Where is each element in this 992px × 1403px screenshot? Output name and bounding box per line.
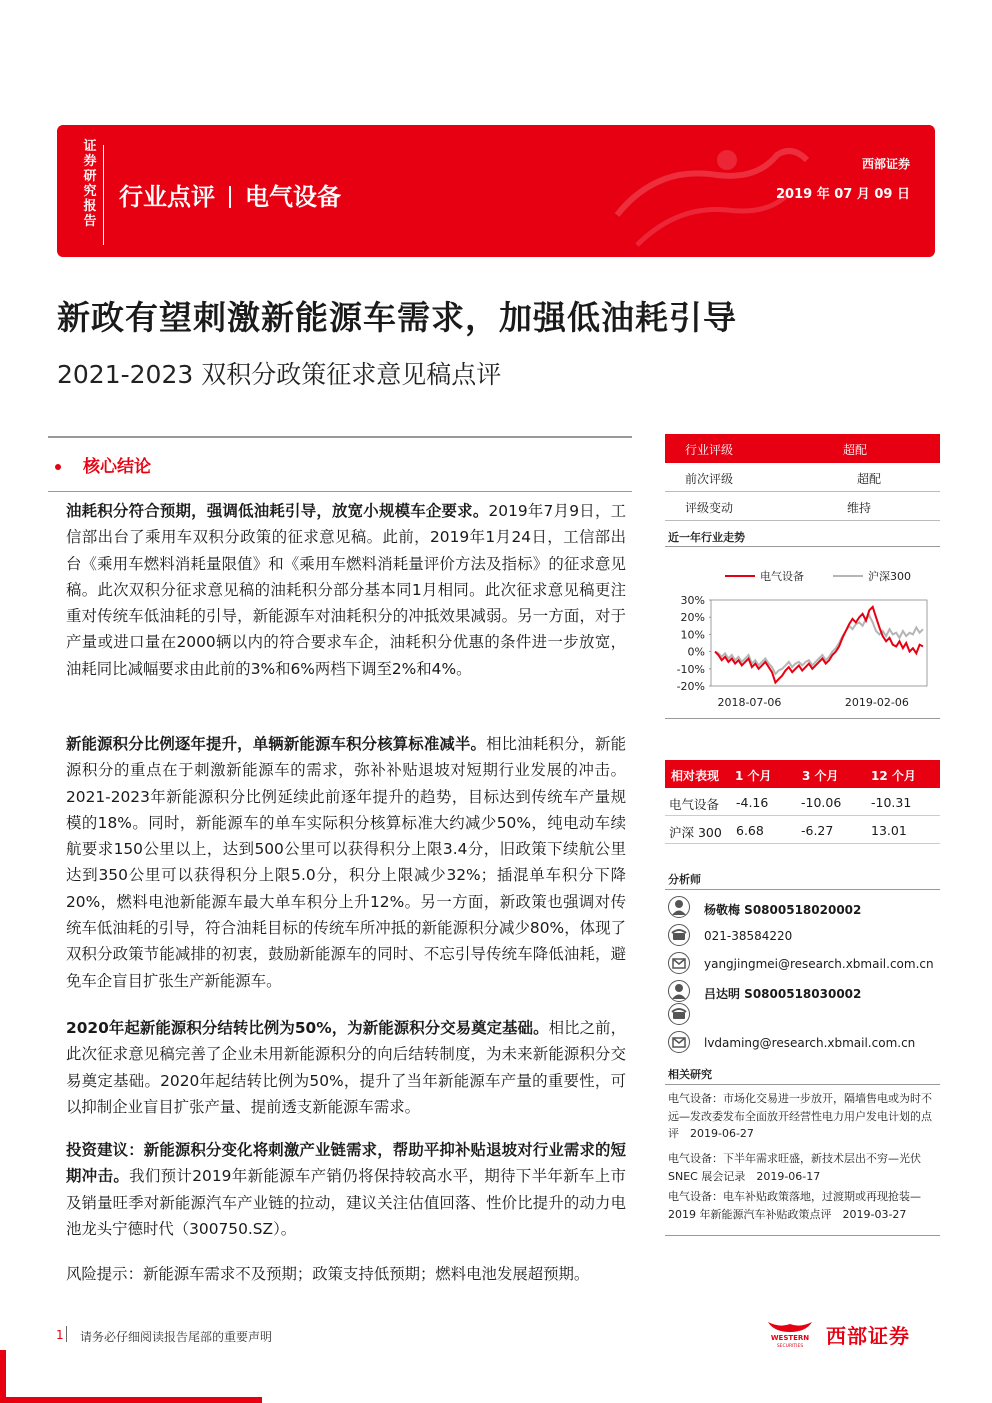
rating-row-current: 行业评级 超配 <box>665 434 940 463</box>
paragraph-1: 油耗积分符合预期，强调低油耗引导，放宽小规模车企要求。2019年7月9日，工信部出台了乘用车双积分政策的征求意见稿。此前，2019年1月24日，工信部出台《乘用车燃料消耗量限值》和《乘用车燃料消耗量评价方法及指标》的征求意见稿。此次双积分征求意见稿的油耗积分部分基本同1月相同。此次征求意见稿更注重对传统车低油耗的引导，新能源车对油耗积分的冲抵效果减弱。另一方面，对于产量或进口量在2000辆以内的符合要求车企，油耗积分优惠的条件进一步放宽，油耗同比减幅要求由此前的3%和6%两档下调至2%和4%。 <box>66 502 626 678</box>
performance-row: 沪深 300 6.68 -6.27 13.01 <box>665 816 940 844</box>
performance-header: 相对表现 1 个月 3 个月 12 个月 <box>665 760 940 788</box>
bull-logo-icon <box>760 1318 820 1348</box>
risk-warning: 风险提示：新能源车需求不及预期；政策支持低预期；燃料电池发展超预期。 <box>66 1265 590 1283</box>
related-item[interactable]: 电气设备：电车补贴政策落地，过渡期或再现抢装—2019 年新能源汽车补贴政策点评 2019-03-27 <box>668 1190 921 1221</box>
legend-label: 沪深300 <box>868 570 911 583</box>
legend-label: 电气设备 <box>760 570 804 583</box>
paragraph-2: 新能源积分比例逐年提升，单辆新能源车积分核算标准减半。相比油耗积分，新能源积分的重点在于刺激新能源车的需求，弥补补贴退坡对短期行业发展的冲击。2021-2023年新能源积分比例延续此前逐年提升的趋势，目标达到传统车产量规模的18%。同时，新能源车的单车实际积分核算标准大约减少50%，纯电动车续航要求150公里以上，达到500公里可以获得积分上限3.4分，旧政策下续航公里达到350公里可以获得积分上限5.0分，积分上限减少32%；插混单车积分下降20%，燃料电池新能源车最大单车积分上升12%。另一方面，新政策也强调对传统车低油耗的引导，符合油耗目标的传统车所冲抵的新能源积分减少80%，体现了双积分政策节能减排的初衷，鼓励新能源车的同时、不忘引导传统车降低油耗，避免车企盲目扩张生产新能源车。 <box>66 735 626 990</box>
bullet-icon <box>55 464 61 470</box>
analyst-email[interactable]: yangjingmei@research.xbmail.com.cn <box>668 952 940 978</box>
divider <box>48 436 632 438</box>
plot-frame <box>711 600 927 686</box>
x-tick-label: 2019-02-06 <box>844 696 909 709</box>
analyst-phone: 021-38584220 <box>668 924 940 950</box>
svg-text:SECURITIES: SECURITIES <box>776 1344 804 1348</box>
report-banner <box>57 125 935 257</box>
rating-row-change: 评级变动 维持 <box>665 492 940 521</box>
analyst-email[interactable]: lvdaming@research.xbmail.com.cn <box>668 1031 940 1057</box>
report-title: 新政有望刺激新能源车需求，加强低油耗引导 <box>57 298 737 337</box>
report-category <box>119 177 341 212</box>
y-tick-label: 30% <box>680 594 705 607</box>
analysts-label: 分析师 <box>668 873 701 886</box>
related-label: 相关研究 <box>668 1068 712 1081</box>
trend-label: 近一年行业走势 <box>668 531 745 544</box>
pipe-divider <box>229 186 231 208</box>
x-tick-label: 2018-07-06 <box>717 696 782 709</box>
footer-divider <box>66 1326 67 1342</box>
report-date: 2019 年 07 月 09 日 <box>776 187 910 202</box>
related-item[interactable]: 电气设备：下半年需求旺盛，新技术层出不穷—光伏 SNEC 展会记录 2019-06-17 <box>668 1152 921 1183</box>
report-type-vertical: 证 券 研 究 报 告 <box>83 139 97 229</box>
person-icon <box>668 896 690 918</box>
mail-icon <box>668 952 690 974</box>
phone-icon <box>668 1003 690 1025</box>
svg-text:WESTERN: WESTERN <box>770 1334 810 1342</box>
y-tick-label: 10% <box>680 628 705 642</box>
divider <box>665 546 940 547</box>
report-subtitle: 2021-2023 双积分政策征求意见稿点评 <box>57 360 502 389</box>
y-tick-label: 20% <box>680 611 705 625</box>
industry-trend-chart <box>665 560 940 720</box>
corner-accent <box>0 1397 262 1403</box>
industry-label: 电气设备 <box>245 183 341 211</box>
western-securities-logo: WESTERN SECURITIES 西部证券 <box>760 1318 940 1348</box>
related-item[interactable]: 电气设备：市场化交易进一步放开，隔墙售电或为时不远—发改委发布全面放开经营性电力用户发电计划的点评 2019-06-27 <box>668 1092 932 1140</box>
analyst-name: 杨敬梅 S0800518020002 <box>668 896 940 922</box>
rating-row-previous: 前次评级 超配 <box>665 463 940 492</box>
divider <box>665 889 940 890</box>
divider <box>48 491 632 492</box>
paragraph-4: 投资建议：新能源积分变化将刺激产业链需求，帮助平抑补贴退坡对行业需求的短期冲击。我们预计2019年新能源车产销仍将保持较高水平，期待下半年新车上市及销量旺季对新能源汽车产业链的拉动，建议关注估值回落、性价比提升的动力电池龙头宁德时代（300750.SZ）。 <box>66 1141 626 1238</box>
divider <box>665 1084 940 1085</box>
banner-divider <box>103 145 104 245</box>
performance-row: 电气设备 -4.16 -10.06 -10.31 <box>665 788 940 816</box>
divider <box>665 718 940 719</box>
page-number: 1 <box>56 1328 64 1342</box>
mail-icon <box>668 1031 690 1053</box>
y-tick-label: -10% <box>676 662 705 676</box>
series-line-electrical <box>715 607 923 683</box>
person-icon <box>668 980 690 1002</box>
disclaimer-notice: 请务必仔细阅读报告尾部的重要声明 <box>80 1330 273 1344</box>
y-tick-label: 0% <box>687 645 705 659</box>
broker-name: 西部证券 <box>861 157 910 171</box>
analyst-phone <box>668 1003 940 1029</box>
y-tick-label: -20% <box>676 680 705 693</box>
paragraph-3: 2020年起新能源积分结转比例为50%，为新能源积分交易奠定基础。相比之前，此次征求意见稿完善了企业未用新能源积分的向后结转制度，为未来新能源积分交易奠定基础。2020年起结转比例为50%，提升了当年新能源车产量的重要性，可以抑制企业盲目扩张产量、提前透支新能源车需求。 <box>66 1019 626 1116</box>
analyst-name: 吕达明 S0800518030002 <box>668 980 940 1006</box>
phone-icon <box>668 924 690 946</box>
core-conclusion-heading: 核心结论 <box>55 452 151 477</box>
category-label: 行业点评 <box>119 183 215 211</box>
divider <box>665 1235 940 1236</box>
corner-accent <box>0 1350 6 1403</box>
